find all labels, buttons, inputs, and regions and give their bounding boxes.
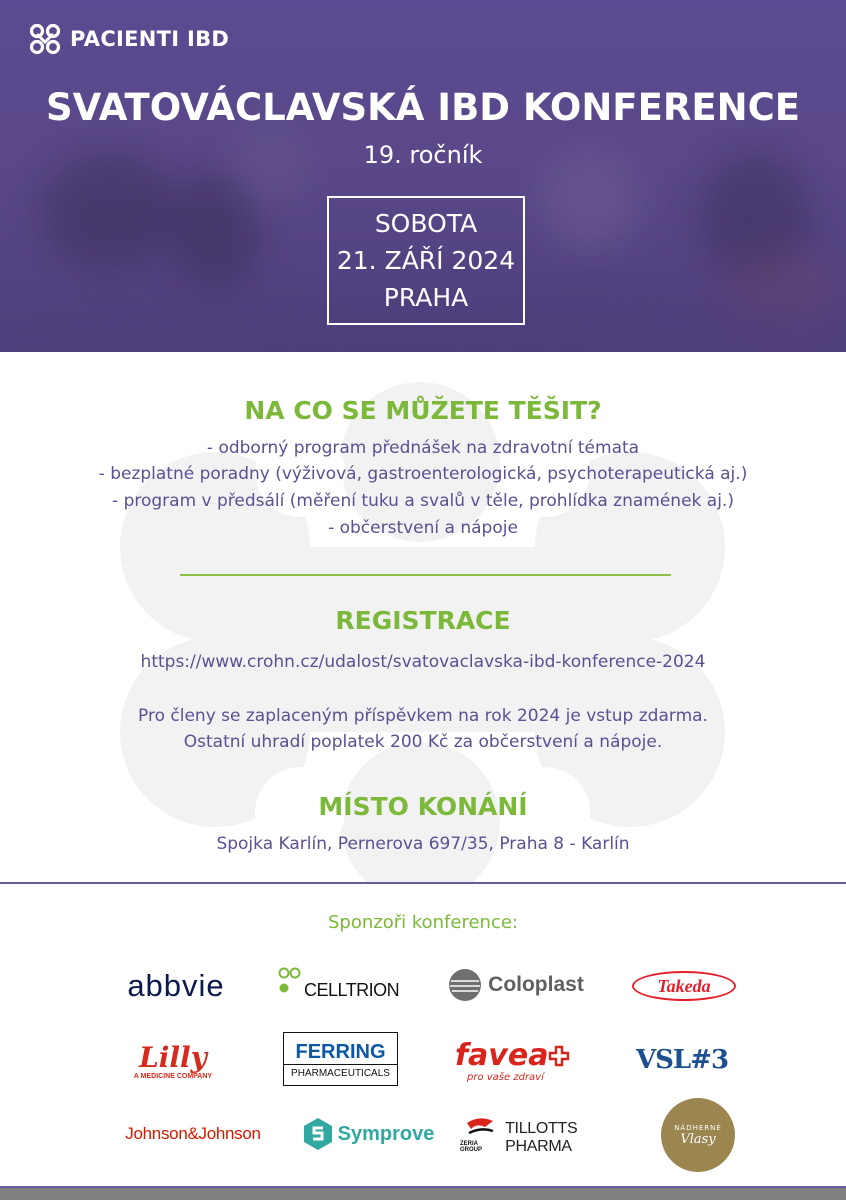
- pacienti-ibd-logo: [28, 22, 229, 56]
- favea-cross-icon: [548, 1045, 570, 1067]
- symprove-hex-icon: [302, 1117, 334, 1151]
- venue-heading: MÍSTO KONÁNÍ: [318, 792, 528, 821]
- footer-bar: [0, 1186, 846, 1200]
- expect-heading: NA CO SE MŮŽETE TĚŠIT?: [244, 396, 602, 425]
- registration-link[interactable]: https://www.crohn.cz/udalost/svatovaclavska-ibd-konference-2024: [140, 652, 706, 672]
- registration-note: Ostatní uhradí poplatek 200 Kč za občerstvení a nápoje.: [183, 732, 663, 752]
- symprove-logo: Symprove: [296, 1116, 440, 1152]
- pacienti-ibd-icon: [28, 22, 62, 56]
- section-divider: [180, 574, 671, 576]
- edition-subtitle: 19. ročník: [363, 141, 483, 169]
- hero-banner: [0, 0, 846, 352]
- expect-item: - občerstvení a nápoje: [328, 518, 518, 538]
- johnson-johnson-logo: Johnson&Johnson: [125, 1124, 261, 1143]
- registration-heading: REGISTRACE: [335, 606, 511, 635]
- celltrion-logo: CELLTRION: [278, 962, 404, 1002]
- sponsors-divider: [0, 882, 846, 884]
- vsl3-logo: VSL#3: [635, 1045, 729, 1075]
- ferring-logo: FERRING PHARMACEUTICALS: [283, 1032, 398, 1086]
- favea-logo: favea pro vaše zdraví: [455, 1036, 577, 1086]
- lilly-logo: Lilly A MEDICINE COMPANY: [133, 1040, 213, 1080]
- sponsors-heading: Sponzoři konference:: [328, 912, 518, 933]
- page-title: SVATOVÁCLAVSKÁ IBD KONFERENCE: [45, 86, 801, 129]
- zeria-wave-icon: [463, 1115, 497, 1141]
- expect-item: - odborný program přednášek na zdravotní témata: [206, 438, 640, 458]
- date-box: [327, 196, 525, 325]
- coloplast-logo: Coloplast: [437, 966, 595, 1004]
- tillotts-logo: ZERIA GROUP TILLOTTS PHARMA: [460, 1112, 640, 1156]
- nadherne-vlasy-logo: NÁDHERNÉ Vlasy: [661, 1098, 735, 1172]
- expect-item: - bezplatné poradny (výživová, gastroenterologická, psychoterapeutická aj.): [98, 464, 748, 484]
- abbvie-logo: abbvie: [127, 968, 225, 1003]
- date-city: PRAHA: [383, 283, 469, 312]
- venue-address: Spojka Karlín, Pernerova 697/35, Praha 8 - Karlín: [216, 834, 630, 854]
- expect-item: - program v předsálí (měření tuku a svalů v těle, prohlídka znamének aj.): [112, 491, 734, 511]
- coloplast-sphere-icon: [448, 968, 482, 1002]
- date-date: 21. ZÁŘÍ 2024: [336, 246, 516, 275]
- date-day: SOBOTA: [374, 209, 478, 238]
- registration-note: Pro členy se zaplaceným příspěvkem na rok 2024 je vstup zdarma.: [138, 706, 708, 726]
- takeda-logo: Takeda: [628, 966, 740, 1006]
- logo-text: PACIENTI IBD: [70, 27, 230, 51]
